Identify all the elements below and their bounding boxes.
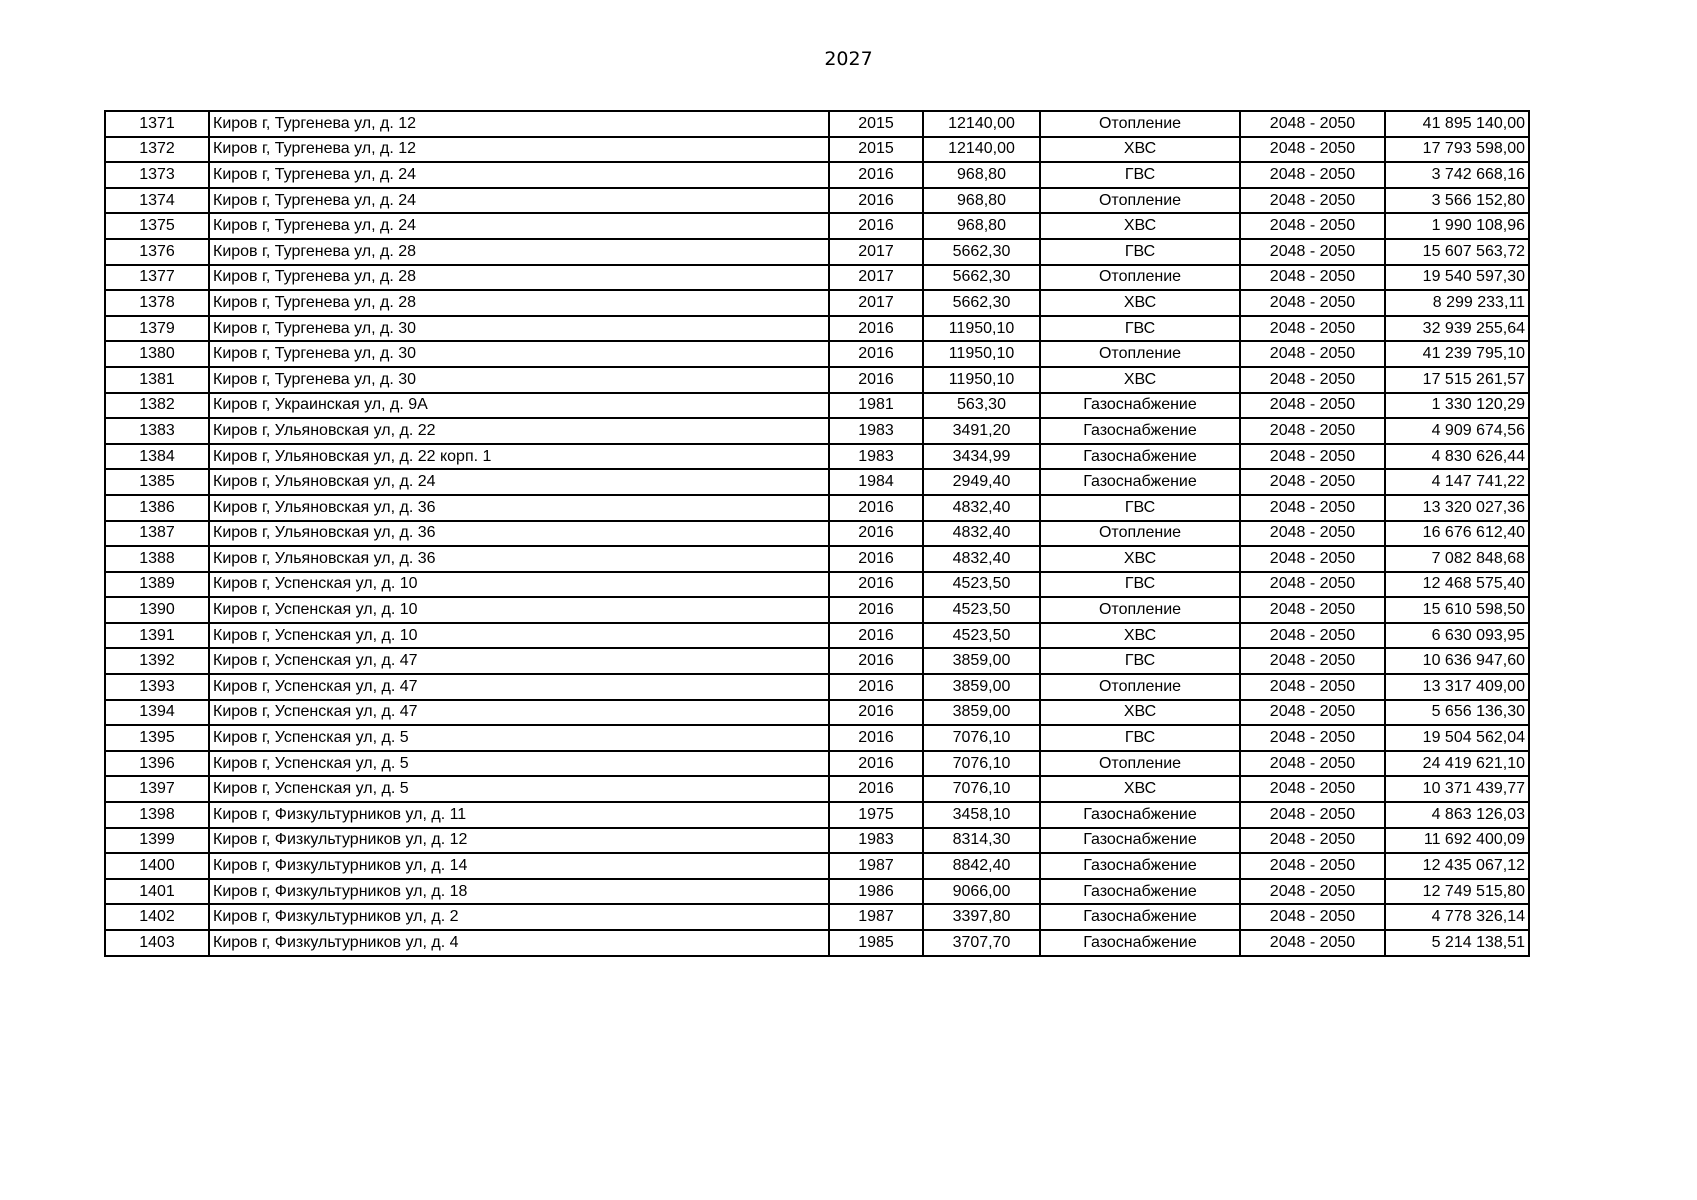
- address-cell: Киров г, Тургенева ул, д. 24: [209, 162, 829, 188]
- row-number-cell: 1397: [105, 776, 209, 802]
- system-cell: ХВС: [1040, 367, 1240, 393]
- year-cell: 1983: [829, 828, 923, 854]
- period-cell: 2048 - 2050: [1240, 495, 1385, 521]
- year-cell: 2016: [829, 188, 923, 214]
- row-number-cell: 1374: [105, 188, 209, 214]
- row-number-cell: 1402: [105, 904, 209, 930]
- period-cell: 2048 - 2050: [1240, 725, 1385, 751]
- period-cell: 2048 - 2050: [1240, 776, 1385, 802]
- period-cell: 2048 - 2050: [1240, 802, 1385, 828]
- year-cell: 2016: [829, 751, 923, 777]
- cost-cell: 19 504 562,04: [1385, 725, 1529, 751]
- period-cell: 2048 - 2050: [1240, 162, 1385, 188]
- year-cell: 2015: [829, 111, 923, 137]
- year-cell: 2016: [829, 648, 923, 674]
- area-cell: 3859,00: [923, 674, 1040, 700]
- cost-cell: 5 214 138,51: [1385, 930, 1529, 956]
- year-cell: 2016: [829, 521, 923, 547]
- cost-cell: 19 540 597,30: [1385, 265, 1529, 291]
- year-cell: 2016: [829, 725, 923, 751]
- system-cell: ГВС: [1040, 316, 1240, 342]
- system-cell: Газоснабжение: [1040, 828, 1240, 854]
- address-cell: Киров г, Тургенева ул, д. 24: [209, 188, 829, 214]
- area-cell: 4523,50: [923, 572, 1040, 598]
- period-cell: 2048 - 2050: [1240, 828, 1385, 854]
- period-cell: 2048 - 2050: [1240, 521, 1385, 547]
- address-cell: Киров г, Успенская ул, д. 47: [209, 674, 829, 700]
- period-cell: 2048 - 2050: [1240, 239, 1385, 265]
- area-cell: 4832,40: [923, 495, 1040, 521]
- cost-cell: 4 863 126,03: [1385, 802, 1529, 828]
- row-number-cell: 1381: [105, 367, 209, 393]
- address-cell: Киров г, Успенская ул, д. 47: [209, 648, 829, 674]
- area-cell: 4523,50: [923, 623, 1040, 649]
- system-cell: ХВС: [1040, 700, 1240, 726]
- year-cell: 2016: [829, 546, 923, 572]
- area-cell: 7076,10: [923, 776, 1040, 802]
- cost-cell: 4 147 741,22: [1385, 469, 1529, 495]
- table-row: [105, 623, 1529, 649]
- year-cell: 2016: [829, 623, 923, 649]
- table-row: [105, 700, 1529, 726]
- system-cell: Газоснабжение: [1040, 802, 1240, 828]
- table-row: [105, 930, 1529, 956]
- period-cell: 2048 - 2050: [1240, 290, 1385, 316]
- table-row: [105, 674, 1529, 700]
- table-row: [105, 213, 1529, 239]
- row-number-cell: 1372: [105, 137, 209, 163]
- cost-cell: 13 320 027,36: [1385, 495, 1529, 521]
- area-cell: 11950,10: [923, 316, 1040, 342]
- row-number-cell: 1373: [105, 162, 209, 188]
- area-cell: 3491,20: [923, 418, 1040, 444]
- row-number-cell: 1386: [105, 495, 209, 521]
- cost-cell: 5 656 136,30: [1385, 700, 1529, 726]
- cost-cell: 24 419 621,10: [1385, 751, 1529, 777]
- system-cell: Газоснабжение: [1040, 469, 1240, 495]
- row-number-cell: 1387: [105, 521, 209, 547]
- address-cell: Киров г, Тургенева ул, д. 12: [209, 137, 829, 163]
- row-number-cell: 1371: [105, 111, 209, 137]
- cost-cell: 3 742 668,16: [1385, 162, 1529, 188]
- repair-schedule-table: [104, 110, 1530, 957]
- area-cell: 12140,00: [923, 137, 1040, 163]
- table-row: [105, 751, 1529, 777]
- area-cell: 5662,30: [923, 290, 1040, 316]
- period-cell: 2048 - 2050: [1240, 623, 1385, 649]
- row-number-cell: 1394: [105, 700, 209, 726]
- table-row: [105, 265, 1529, 291]
- area-cell: 4832,40: [923, 546, 1040, 572]
- cost-cell: 41 895 140,00: [1385, 111, 1529, 137]
- table-row: [105, 239, 1529, 265]
- area-cell: 11950,10: [923, 367, 1040, 393]
- cost-cell: 11 692 400,09: [1385, 828, 1529, 854]
- system-cell: ГВС: [1040, 495, 1240, 521]
- system-cell: ХВС: [1040, 290, 1240, 316]
- period-cell: 2048 - 2050: [1240, 188, 1385, 214]
- cost-cell: 4 778 326,14: [1385, 904, 1529, 930]
- period-cell: 2048 - 2050: [1240, 418, 1385, 444]
- table-row: [105, 367, 1529, 393]
- table-row: [105, 879, 1529, 905]
- area-cell: 3707,70: [923, 930, 1040, 956]
- system-cell: Газоснабжение: [1040, 930, 1240, 956]
- table-row: [105, 725, 1529, 751]
- address-cell: Киров г, Физкультурников ул, д. 4: [209, 930, 829, 956]
- table-row: [105, 111, 1529, 137]
- year-cell: 2017: [829, 239, 923, 265]
- address-cell: Киров г, Успенская ул, д. 10: [209, 623, 829, 649]
- address-cell: Киров г, Тургенева ул, д. 30: [209, 341, 829, 367]
- year-cell: 2015: [829, 137, 923, 163]
- cost-cell: 13 317 409,00: [1385, 674, 1529, 700]
- area-cell: 563,30: [923, 393, 1040, 419]
- period-cell: 2048 - 2050: [1240, 700, 1385, 726]
- year-cell: 2016: [829, 495, 923, 521]
- year-cell: 1987: [829, 904, 923, 930]
- system-cell: ГВС: [1040, 162, 1240, 188]
- area-cell: 4523,50: [923, 597, 1040, 623]
- system-cell: Газоснабжение: [1040, 444, 1240, 470]
- area-cell: 8842,40: [923, 853, 1040, 879]
- table-row: [105, 521, 1529, 547]
- address-cell: Киров г, Тургенева ул, д. 30: [209, 367, 829, 393]
- year-cell: 2017: [829, 290, 923, 316]
- row-number-cell: 1377: [105, 265, 209, 291]
- system-cell: Отопление: [1040, 597, 1240, 623]
- system-cell: ХВС: [1040, 546, 1240, 572]
- table-row: [105, 495, 1529, 521]
- area-cell: 8314,30: [923, 828, 1040, 854]
- address-cell: Киров г, Тургенева ул, д. 28: [209, 239, 829, 265]
- year-cell: 2016: [829, 572, 923, 598]
- cost-cell: 15 607 563,72: [1385, 239, 1529, 265]
- year-cell: 2016: [829, 597, 923, 623]
- row-number-cell: 1388: [105, 546, 209, 572]
- system-cell: Газоснабжение: [1040, 418, 1240, 444]
- row-number-cell: 1376: [105, 239, 209, 265]
- period-cell: 2048 - 2050: [1240, 213, 1385, 239]
- area-cell: 3397,80: [923, 904, 1040, 930]
- table-row: [105, 137, 1529, 163]
- period-cell: 2048 - 2050: [1240, 879, 1385, 905]
- period-cell: 2048 - 2050: [1240, 111, 1385, 137]
- area-cell: 968,80: [923, 188, 1040, 214]
- year-cell: 1984: [829, 469, 923, 495]
- row-number-cell: 1384: [105, 444, 209, 470]
- area-cell: 7076,10: [923, 725, 1040, 751]
- table-row: [105, 444, 1529, 470]
- period-cell: 2048 - 2050: [1240, 341, 1385, 367]
- address-cell: Киров г, Физкультурников ул, д. 11: [209, 802, 829, 828]
- table-row: [105, 393, 1529, 419]
- area-cell: 5662,30: [923, 265, 1040, 291]
- cost-cell: 3 566 152,80: [1385, 188, 1529, 214]
- system-cell: ГВС: [1040, 239, 1240, 265]
- row-number-cell: 1401: [105, 879, 209, 905]
- system-cell: Отопление: [1040, 341, 1240, 367]
- area-cell: 2949,40: [923, 469, 1040, 495]
- address-cell: Киров г, Успенская ул, д. 10: [209, 572, 829, 598]
- year-cell: 2016: [829, 700, 923, 726]
- row-number-cell: 1379: [105, 316, 209, 342]
- period-cell: 2048 - 2050: [1240, 648, 1385, 674]
- year-cell: 2016: [829, 341, 923, 367]
- address-cell: Киров г, Тургенева ул, д. 12: [209, 111, 829, 137]
- table-row: [105, 469, 1529, 495]
- system-cell: ХВС: [1040, 776, 1240, 802]
- system-cell: ГВС: [1040, 648, 1240, 674]
- period-cell: 2048 - 2050: [1240, 597, 1385, 623]
- table-row: [105, 802, 1529, 828]
- area-cell: 11950,10: [923, 341, 1040, 367]
- cost-cell: 41 239 795,10: [1385, 341, 1529, 367]
- period-cell: 2048 - 2050: [1240, 853, 1385, 879]
- row-number-cell: 1378: [105, 290, 209, 316]
- table-row: [105, 648, 1529, 674]
- period-cell: 2048 - 2050: [1240, 137, 1385, 163]
- row-number-cell: 1393: [105, 674, 209, 700]
- area-cell: 5662,30: [923, 239, 1040, 265]
- table-row: [105, 597, 1529, 623]
- row-number-cell: 1390: [105, 597, 209, 623]
- address-cell: Киров г, Тургенева ул, д. 28: [209, 290, 829, 316]
- row-number-cell: 1382: [105, 393, 209, 419]
- system-cell: Отопление: [1040, 188, 1240, 214]
- address-cell: Киров г, Успенская ул, д. 10: [209, 597, 829, 623]
- table-body: [105, 111, 1529, 956]
- system-cell: ХВС: [1040, 623, 1240, 649]
- table-row: [105, 290, 1529, 316]
- year-cell: 1987: [829, 853, 923, 879]
- area-cell: 9066,00: [923, 879, 1040, 905]
- system-cell: ХВС: [1040, 213, 1240, 239]
- system-cell: Газоснабжение: [1040, 904, 1240, 930]
- table-row: [105, 316, 1529, 342]
- address-cell: Киров г, Тургенева ул, д. 28: [209, 265, 829, 291]
- table-row: [105, 418, 1529, 444]
- year-cell: 2016: [829, 367, 923, 393]
- year-cell: 2017: [829, 265, 923, 291]
- system-cell: Газоснабжение: [1040, 393, 1240, 419]
- area-cell: 3859,00: [923, 700, 1040, 726]
- table-row: [105, 341, 1529, 367]
- cost-cell: 4 830 626,44: [1385, 444, 1529, 470]
- area-cell: 3859,00: [923, 648, 1040, 674]
- system-cell: ХВС: [1040, 137, 1240, 163]
- period-cell: 2048 - 2050: [1240, 393, 1385, 419]
- address-cell: Киров г, Успенская ул, д. 5: [209, 776, 829, 802]
- cost-cell: 10 636 947,60: [1385, 648, 1529, 674]
- period-cell: 2048 - 2050: [1240, 546, 1385, 572]
- area-cell: 4832,40: [923, 521, 1040, 547]
- period-cell: 2048 - 2050: [1240, 572, 1385, 598]
- row-number-cell: 1399: [105, 828, 209, 854]
- system-cell: Отопление: [1040, 111, 1240, 137]
- row-number-cell: 1395: [105, 725, 209, 751]
- row-number-cell: 1389: [105, 572, 209, 598]
- system-cell: Отопление: [1040, 751, 1240, 777]
- system-cell: Газоснабжение: [1040, 879, 1240, 905]
- row-number-cell: 1396: [105, 751, 209, 777]
- system-cell: Отопление: [1040, 265, 1240, 291]
- area-cell: 3458,10: [923, 802, 1040, 828]
- system-cell: Отопление: [1040, 521, 1240, 547]
- address-cell: Киров г, Физкультурников ул, д. 18: [209, 879, 829, 905]
- system-cell: Газоснабжение: [1040, 853, 1240, 879]
- year-cell: 2016: [829, 162, 923, 188]
- year-cell: 1975: [829, 802, 923, 828]
- address-cell: Киров г, Тургенева ул, д. 24: [209, 213, 829, 239]
- address-cell: Киров г, Физкультурников ул, д. 2: [209, 904, 829, 930]
- address-cell: Киров г, Ульяновская ул, д. 36: [209, 521, 829, 547]
- table-row: [105, 162, 1529, 188]
- area-cell: 7076,10: [923, 751, 1040, 777]
- table-row: [105, 776, 1529, 802]
- row-number-cell: 1400: [105, 853, 209, 879]
- period-cell: 2048 - 2050: [1240, 367, 1385, 393]
- period-cell: 2048 - 2050: [1240, 316, 1385, 342]
- cost-cell: 7 082 848,68: [1385, 546, 1529, 572]
- address-cell: Киров г, Украинская ул, д. 9А: [209, 393, 829, 419]
- row-number-cell: 1398: [105, 802, 209, 828]
- address-cell: Киров г, Ульяновская ул, д. 22 корп. 1: [209, 444, 829, 470]
- system-cell: ГВС: [1040, 572, 1240, 598]
- year-cell: 1983: [829, 444, 923, 470]
- cost-cell: 15 610 598,50: [1385, 597, 1529, 623]
- address-cell: Киров г, Ульяновская ул, д. 36: [209, 495, 829, 521]
- cost-cell: 10 371 439,77: [1385, 776, 1529, 802]
- area-cell: 12140,00: [923, 111, 1040, 137]
- cost-cell: 32 939 255,64: [1385, 316, 1529, 342]
- cost-cell: 16 676 612,40: [1385, 521, 1529, 547]
- row-number-cell: 1383: [105, 418, 209, 444]
- page-number: 2027: [824, 48, 873, 70]
- area-cell: 968,80: [923, 162, 1040, 188]
- table-row: [105, 828, 1529, 854]
- address-cell: Киров г, Успенская ул, д. 47: [209, 700, 829, 726]
- row-number-cell: 1385: [105, 469, 209, 495]
- system-cell: ГВС: [1040, 725, 1240, 751]
- cost-cell: 8 299 233,11: [1385, 290, 1529, 316]
- table-row: [105, 853, 1529, 879]
- table-row: [105, 546, 1529, 572]
- year-cell: 1981: [829, 393, 923, 419]
- period-cell: 2048 - 2050: [1240, 265, 1385, 291]
- address-cell: Киров г, Тургенева ул, д. 30: [209, 316, 829, 342]
- period-cell: 2048 - 2050: [1240, 930, 1385, 956]
- address-cell: Киров г, Ульяновская ул, д. 22: [209, 418, 829, 444]
- year-cell: 2016: [829, 316, 923, 342]
- area-cell: 968,80: [923, 213, 1040, 239]
- cost-cell: 12 435 067,12: [1385, 853, 1529, 879]
- period-cell: 2048 - 2050: [1240, 674, 1385, 700]
- address-cell: Киров г, Физкультурников ул, д. 14: [209, 853, 829, 879]
- address-cell: Киров г, Успенская ул, д. 5: [209, 725, 829, 751]
- address-cell: Киров г, Физкультурников ул, д. 12: [209, 828, 829, 854]
- cost-cell: 1 330 120,29: [1385, 393, 1529, 419]
- period-cell: 2048 - 2050: [1240, 444, 1385, 470]
- address-cell: Киров г, Успенская ул, д. 5: [209, 751, 829, 777]
- period-cell: 2048 - 2050: [1240, 904, 1385, 930]
- year-cell: 2016: [829, 776, 923, 802]
- row-number-cell: 1380: [105, 341, 209, 367]
- row-number-cell: 1375: [105, 213, 209, 239]
- table-row: [105, 188, 1529, 214]
- system-cell: Отопление: [1040, 674, 1240, 700]
- area-cell: 3434,99: [923, 444, 1040, 470]
- address-cell: Киров г, Ульяновская ул, д. 36: [209, 546, 829, 572]
- cost-cell: 17 515 261,57: [1385, 367, 1529, 393]
- address-cell: Киров г, Ульяновская ул, д. 24: [209, 469, 829, 495]
- table-row: [105, 904, 1529, 930]
- year-cell: 1986: [829, 879, 923, 905]
- row-number-cell: 1403: [105, 930, 209, 956]
- period-cell: 2048 - 2050: [1240, 469, 1385, 495]
- row-number-cell: 1392: [105, 648, 209, 674]
- row-number-cell: 1391: [105, 623, 209, 649]
- cost-cell: 12 749 515,80: [1385, 879, 1529, 905]
- year-cell: 2016: [829, 674, 923, 700]
- cost-cell: 6 630 093,95: [1385, 623, 1529, 649]
- cost-cell: 17 793 598,00: [1385, 137, 1529, 163]
- cost-cell: 4 909 674,56: [1385, 418, 1529, 444]
- cost-cell: 12 468 575,40: [1385, 572, 1529, 598]
- year-cell: 1983: [829, 418, 923, 444]
- table-row: [105, 572, 1529, 598]
- period-cell: 2048 - 2050: [1240, 751, 1385, 777]
- year-cell: 2016: [829, 213, 923, 239]
- cost-cell: 1 990 108,96: [1385, 213, 1529, 239]
- year-cell: 1985: [829, 930, 923, 956]
